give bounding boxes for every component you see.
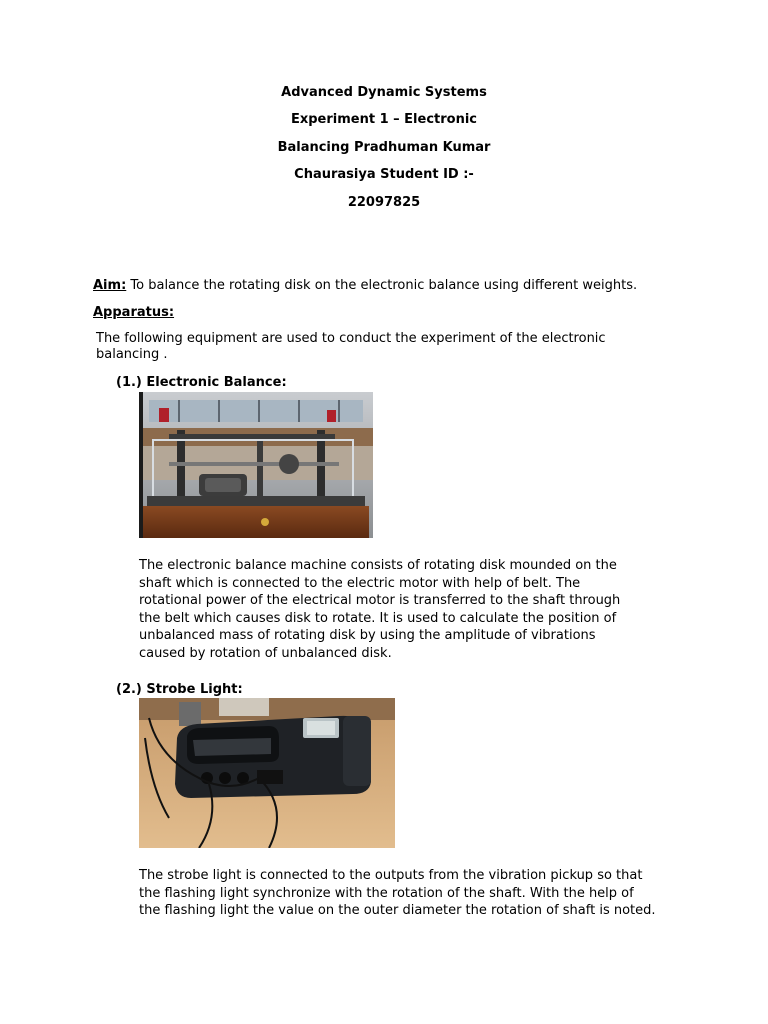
aim-text: To balance the rotating disk on the electronic balance using different weights. [130, 278, 638, 293]
apparatus-heading [93, 304, 174, 321]
aim-label: Aim: [93, 278, 127, 293]
description-line: the belt which causes disk to rotate. It is used to calculate the position of [139, 610, 617, 626]
title-line-4: Chaurasiya Student ID :- [294, 167, 474, 183]
document-title [0, 84, 768, 221]
title-line-1: Advanced Dynamic Systems [281, 85, 487, 100]
title-line-3: Balancing Pradhuman Kumar [277, 139, 491, 155]
description-line: The strobe light is connected to the outputs from the vibration pickup so that [139, 868, 643, 883]
electronic-balance-description [139, 557, 620, 663]
strobe-light-photo [139, 698, 395, 848]
apparatus-label: Apparatus: [93, 305, 175, 320]
aim-line [93, 277, 637, 294]
description-line: caused by rotation of unbalanced disk. [139, 645, 392, 661]
item-heading-electronic-balance: (1.) Electronic Balance: [116, 375, 287, 390]
description-line: rotational power of the electrical motor is transferred to the shaft through [139, 593, 621, 609]
apparatus-intro-line-2: balancing . [96, 347, 168, 362]
title-line-2: Experiment 1 – Electronic [290, 112, 478, 128]
apparatus-intro-line-1: The following equipment are used to conduct the experiment of the electronic [96, 331, 606, 346]
description-line: the flashing light the value on the outer diameter the rotation of shaft is noted. [139, 903, 656, 919]
title-line-5: 22097825 [347, 194, 421, 210]
strobe-light-description [139, 867, 656, 920]
electronic-balance-photo [139, 392, 373, 538]
description-line: the flashing light synchronize with the rotation of the shaft. With the help of [139, 885, 634, 901]
item-heading-strobe-light: (2.) Strobe Light: [116, 682, 243, 697]
apparatus-intro [96, 331, 606, 363]
description-line: The electronic balance machine consists of rotating disk mounded on the [139, 558, 617, 573]
description-line: unbalanced mass of rotating disk by using the amplitude of vibrations [139, 628, 596, 644]
description-line: shaft which is connected to the electric motor with help of belt. The [139, 575, 581, 591]
